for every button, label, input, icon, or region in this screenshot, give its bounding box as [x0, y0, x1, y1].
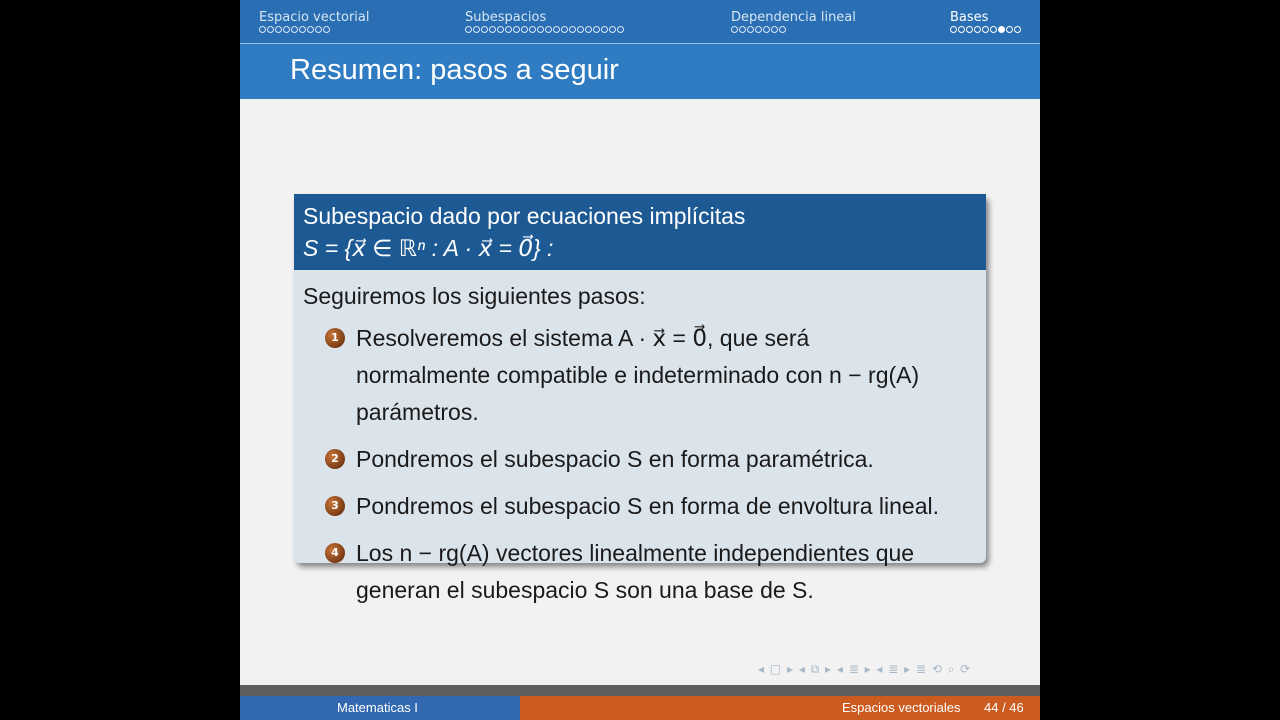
nav-dot[interactable]: [1006, 26, 1013, 33]
nav-dot[interactable]: [755, 26, 762, 33]
block-title: Subespacio dado por ecuaciones implícitas: [303, 203, 746, 229]
step-item: [325, 488, 986, 525]
nav-dot[interactable]: [601, 26, 608, 33]
nav-dot[interactable]: [974, 26, 981, 33]
nav-dot[interactable]: [315, 26, 322, 33]
nav-dot[interactable]: [513, 26, 520, 33]
step-item: [325, 320, 986, 431]
footer-course: Matematicas I: [337, 700, 418, 715]
nav-dot[interactable]: [747, 26, 754, 33]
nav-dots: [259, 26, 369, 33]
slide: [240, 0, 1040, 720]
footer-right: [520, 696, 1040, 720]
footer-divider: [240, 685, 1040, 696]
step-text: Pondremos el subespacio S en forma paramétrica.: [356, 446, 874, 472]
beamer-navigation-icons[interactable]: ◂ □ ▸ ◂ ⧉ ▸ ◂ ≣ ▸ ◂ ≣ ▸ ≣ ⟲ ⌕ ⟳: [758, 662, 972, 676]
summary-block: [294, 194, 986, 603]
nav-dot[interactable]: [593, 26, 600, 33]
nav-dot[interactable]: [529, 26, 536, 33]
step-number-ball: 3: [325, 496, 345, 516]
section-navigation: [240, 0, 1040, 43]
block-formula: S = {x⃗ ∈ ℝⁿ : A · x⃗ = 0⃗} :: [303, 235, 554, 261]
nav-dot[interactable]: [617, 26, 624, 33]
block-body: [294, 270, 986, 609]
nav-dot[interactable]: [275, 26, 282, 33]
nav-dot[interactable]: [545, 26, 552, 33]
page-number: 44 / 46: [984, 700, 1024, 715]
nav-dot[interactable]: [259, 26, 266, 33]
nav-dot[interactable]: [998, 26, 1005, 33]
nav-dot[interactable]: [291, 26, 298, 33]
step-item: [325, 441, 986, 478]
nav-dot[interactable]: [489, 26, 496, 33]
block-header: [294, 194, 986, 270]
step-text: Pondremos el subespacio S en forma de envoltura lineal.: [356, 493, 940, 519]
nav-dot[interactable]: [958, 26, 965, 33]
footer-subject: Espacios vectoriales: [842, 700, 961, 715]
step-number-ball: 2: [325, 449, 345, 469]
step-text: Los n − rg(A) vectores linealmente independientes que generan el subespacio S son una base de S.: [356, 540, 915, 603]
nav-dot[interactable]: [990, 26, 997, 33]
nav-dot[interactable]: [1014, 26, 1021, 33]
nav-section-subespacios[interactable]: Subespacios: [465, 10, 624, 33]
nav-dot[interactable]: [569, 26, 576, 33]
step-item: [325, 535, 986, 609]
frame-title-bar: [240, 44, 1040, 99]
nav-dot[interactable]: [267, 26, 274, 33]
step-number-ball: 4: [325, 543, 345, 563]
nav-dot[interactable]: [307, 26, 314, 33]
nav-dot[interactable]: [299, 26, 306, 33]
nav-dot[interactable]: [553, 26, 560, 33]
nav-dot[interactable]: [473, 26, 480, 33]
nav-dot[interactable]: [561, 26, 568, 33]
nav-section-bases[interactable]: Bases: [950, 10, 1021, 33]
nav-dot[interactable]: [505, 26, 512, 33]
nav-dots: [950, 26, 1021, 33]
step-text: Resolveremos el sistema A · x⃗ = 0⃗, que será normalmente compatible e indeterminado con n − rg(A) parámetros.: [356, 325, 920, 425]
nav-dot[interactable]: [585, 26, 592, 33]
nav-dot[interactable]: [771, 26, 778, 33]
nav-dot[interactable]: [283, 26, 290, 33]
nav-dot[interactable]: [731, 26, 738, 33]
nav-dot[interactable]: [779, 26, 786, 33]
nav-dot[interactable]: [966, 26, 973, 33]
nav-dot[interactable]: [323, 26, 330, 33]
nav-dot[interactable]: [521, 26, 528, 33]
step-number-ball: 1: [325, 328, 345, 348]
nav-dots: [465, 26, 624, 33]
nav-dot[interactable]: [609, 26, 616, 33]
nav-dot[interactable]: [739, 26, 746, 33]
nav-dot[interactable]: [577, 26, 584, 33]
footer-left: [240, 696, 520, 720]
nav-section-dependencia-lineal[interactable]: Dependencia lineal: [731, 10, 856, 33]
block-intro: Seguiremos los siguientes pasos:: [303, 283, 646, 309]
nav-dot[interactable]: [537, 26, 544, 33]
nav-dot[interactable]: [465, 26, 472, 33]
nav-section-espacio-vectorial[interactable]: Espacio vectorial: [259, 10, 369, 33]
nav-dot[interactable]: [497, 26, 504, 33]
frame-title: Resumen: pasos a seguir: [290, 54, 619, 86]
nav-dot[interactable]: [481, 26, 488, 33]
nav-dot[interactable]: [763, 26, 770, 33]
nav-dot[interactable]: [950, 26, 957, 33]
nav-dots: [731, 26, 856, 33]
nav-dot[interactable]: [982, 26, 989, 33]
